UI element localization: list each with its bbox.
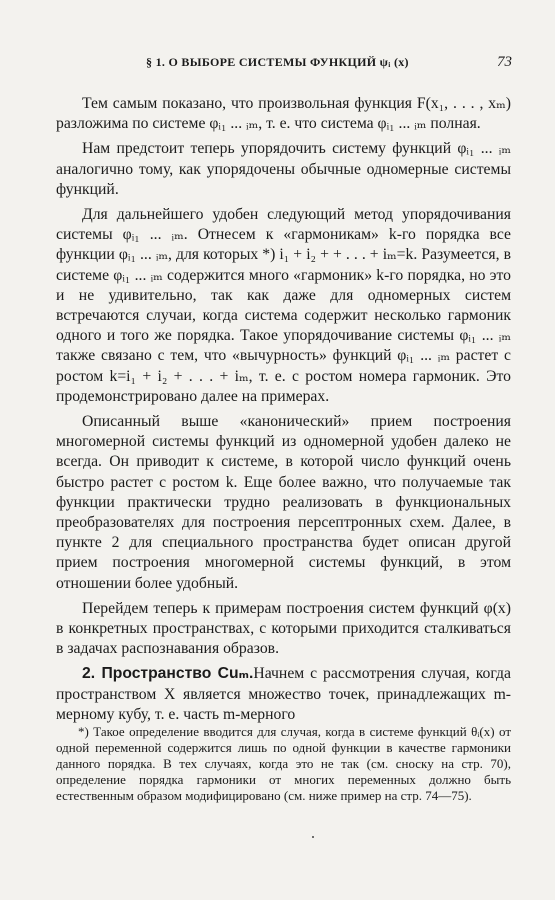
section-lead: 2. Пространство Cuₘ. <box>82 665 254 683</box>
running-head: § 1. О ВЫБОРЕ СИСТЕМЫ ФУНКЦИЙ ψᵢ (x) <box>146 55 409 69</box>
paragraph-1: Тем самым показано, что произвольная функция F(x₁, . . . , xₘ) разложима по системе φᵢ₁ ... ᵢₘ, т. е. что система φᵢ₁ ... ᵢₘ полная. <box>56 95 511 133</box>
page-number: 73 <box>497 54 512 70</box>
paragraph-2: Нам предстоит теперь упорядочить систему функций φᵢ₁ ... ᵢₘ аналогично тому, как упорядочены обычные одномерные системы функций. <box>56 140 511 198</box>
paragraph-5: Перейдем теперь к примерам построения систем функций φ(x) в конкретных пространствах, с которыми приходится сталкиваться в задачах распознавания образов. <box>56 599 511 658</box>
print-speck <box>312 836 314 838</box>
main-text <box>56 94 511 730</box>
paragraph-3: Для дальнейшего удобен следующий метод упорядочивания системы φᵢ₁ ... ᵢₘ. Отнесем к «гармоникам» k-го порядка все функции φᵢ₁ ... ᵢₘ, для которых *) i₁ + i₂ + + . . . + iₘ=k. Разумеется, в системе φᵢ₁ ... ᵢₘ содержится много «гармоник» k-го порядка, но это и не удивительно, так как даже для одномерных систем встречаются случаи, когда система содержит несколько гармоник одного и того же порядка. Такое упорядочивание системы φᵢ₁ ... ᵢₘ также связано с тем, что «вычурность» функций φᵢ₁ ... ᵢₘ растет с ростом k=i₁ + i₂ + . . . + iₘ, т. е. с ростом номера гармоник. Это продемонстрировано далее на примерах. <box>56 206 511 405</box>
paragraph-6 <box>56 664 511 725</box>
paragraph-6-text: Начнем с рассмотрения случая, когда пространством X является множество точек, принадлежащих m-мерному кубу, т. е. часть m-мерного <box>56 665 511 723</box>
footnote-area <box>56 724 511 804</box>
footnote: *) Такое определение вводится для случая, когда в системе функций θᵢ(x) от одной переменной содержится лишь по одной функции в качестве гармоники данного порядка. В тех случаях, когда это не так (см. сноску на стр. 70), определение порядка гармоники от многих переменных должно быть естественным образом модифицировано (см. ниже пример на стр. 74—75). <box>56 724 511 803</box>
paragraph-4: Описанный выше «канонический» прием построения многомерной системы функций из одномерной удобен далеко не всегда. Он приводит к системе, в которой число функций очень быстро растет с ростом k. Еще более важно, что получаемые так функции практически трудно реализовать в функциональных преобразователях для построения персептронных схем. Далее, в пункте 2 для специального пространства будет описан другой прием построения многомерной системы функций, в этом отношении более удобный. <box>56 413 511 592</box>
